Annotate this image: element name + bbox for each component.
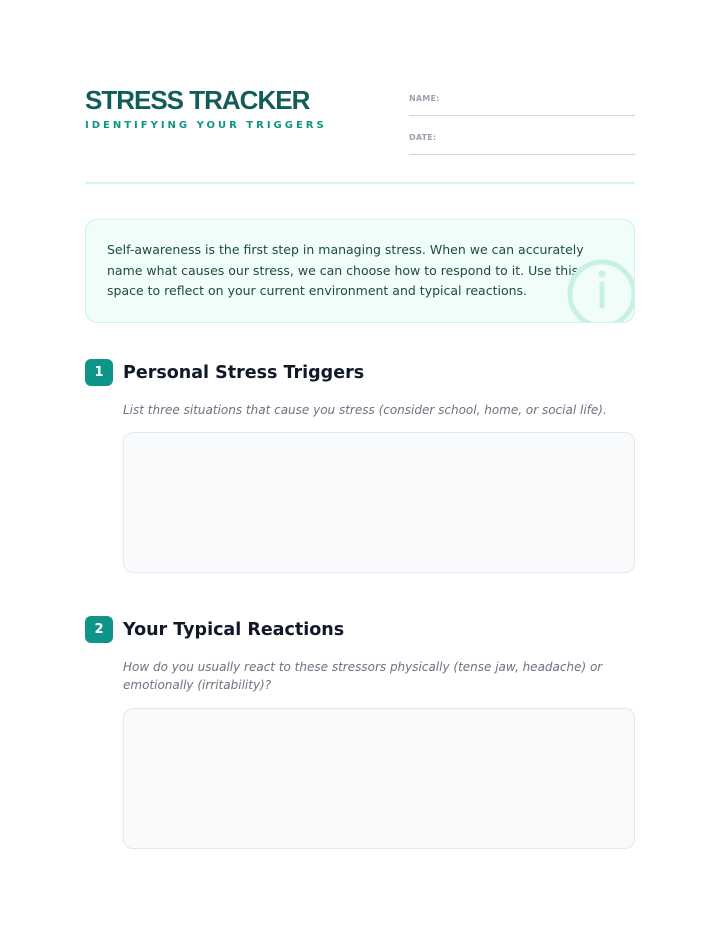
page-subtitle: IDENTIFYING YOUR TRIGGERS: [85, 120, 327, 131]
section-title: Your Typical Reactions: [123, 620, 345, 640]
date-field[interactable]: [409, 133, 635, 155]
page-title: STRESS TRACKER: [85, 85, 310, 115]
section-prompt: List three situations that cause you stress (consider school, home, or social life).: [123, 403, 607, 417]
section-number-badge: 2: [85, 616, 113, 643]
info-icon: [564, 256, 635, 323]
intro-text: Self-awareness is the first step in managing stress. When we can accurately name what causes our stress, we can choose how to respond to it. Use this space to reflect on your current environment and typical reactions.: [107, 242, 584, 298]
intro-callout: [85, 219, 635, 323]
date-field-label: DATE:: [409, 133, 437, 142]
name-field-label: NAME:: [409, 94, 440, 103]
stress-triggers-answer-box[interactable]: [123, 432, 635, 573]
section-title: Personal Stress Triggers: [123, 363, 365, 383]
section-prompt: How do you usually react to these stressors physically (tense jaw, headache) or emotionally (irritability)?: [123, 660, 603, 692]
header-divider: [85, 182, 635, 184]
name-field[interactable]: [409, 94, 635, 116]
typical-reactions-answer-box[interactable]: [123, 708, 635, 849]
worksheet-header: [85, 86, 635, 176]
section-number-badge: 1: [85, 359, 113, 386]
